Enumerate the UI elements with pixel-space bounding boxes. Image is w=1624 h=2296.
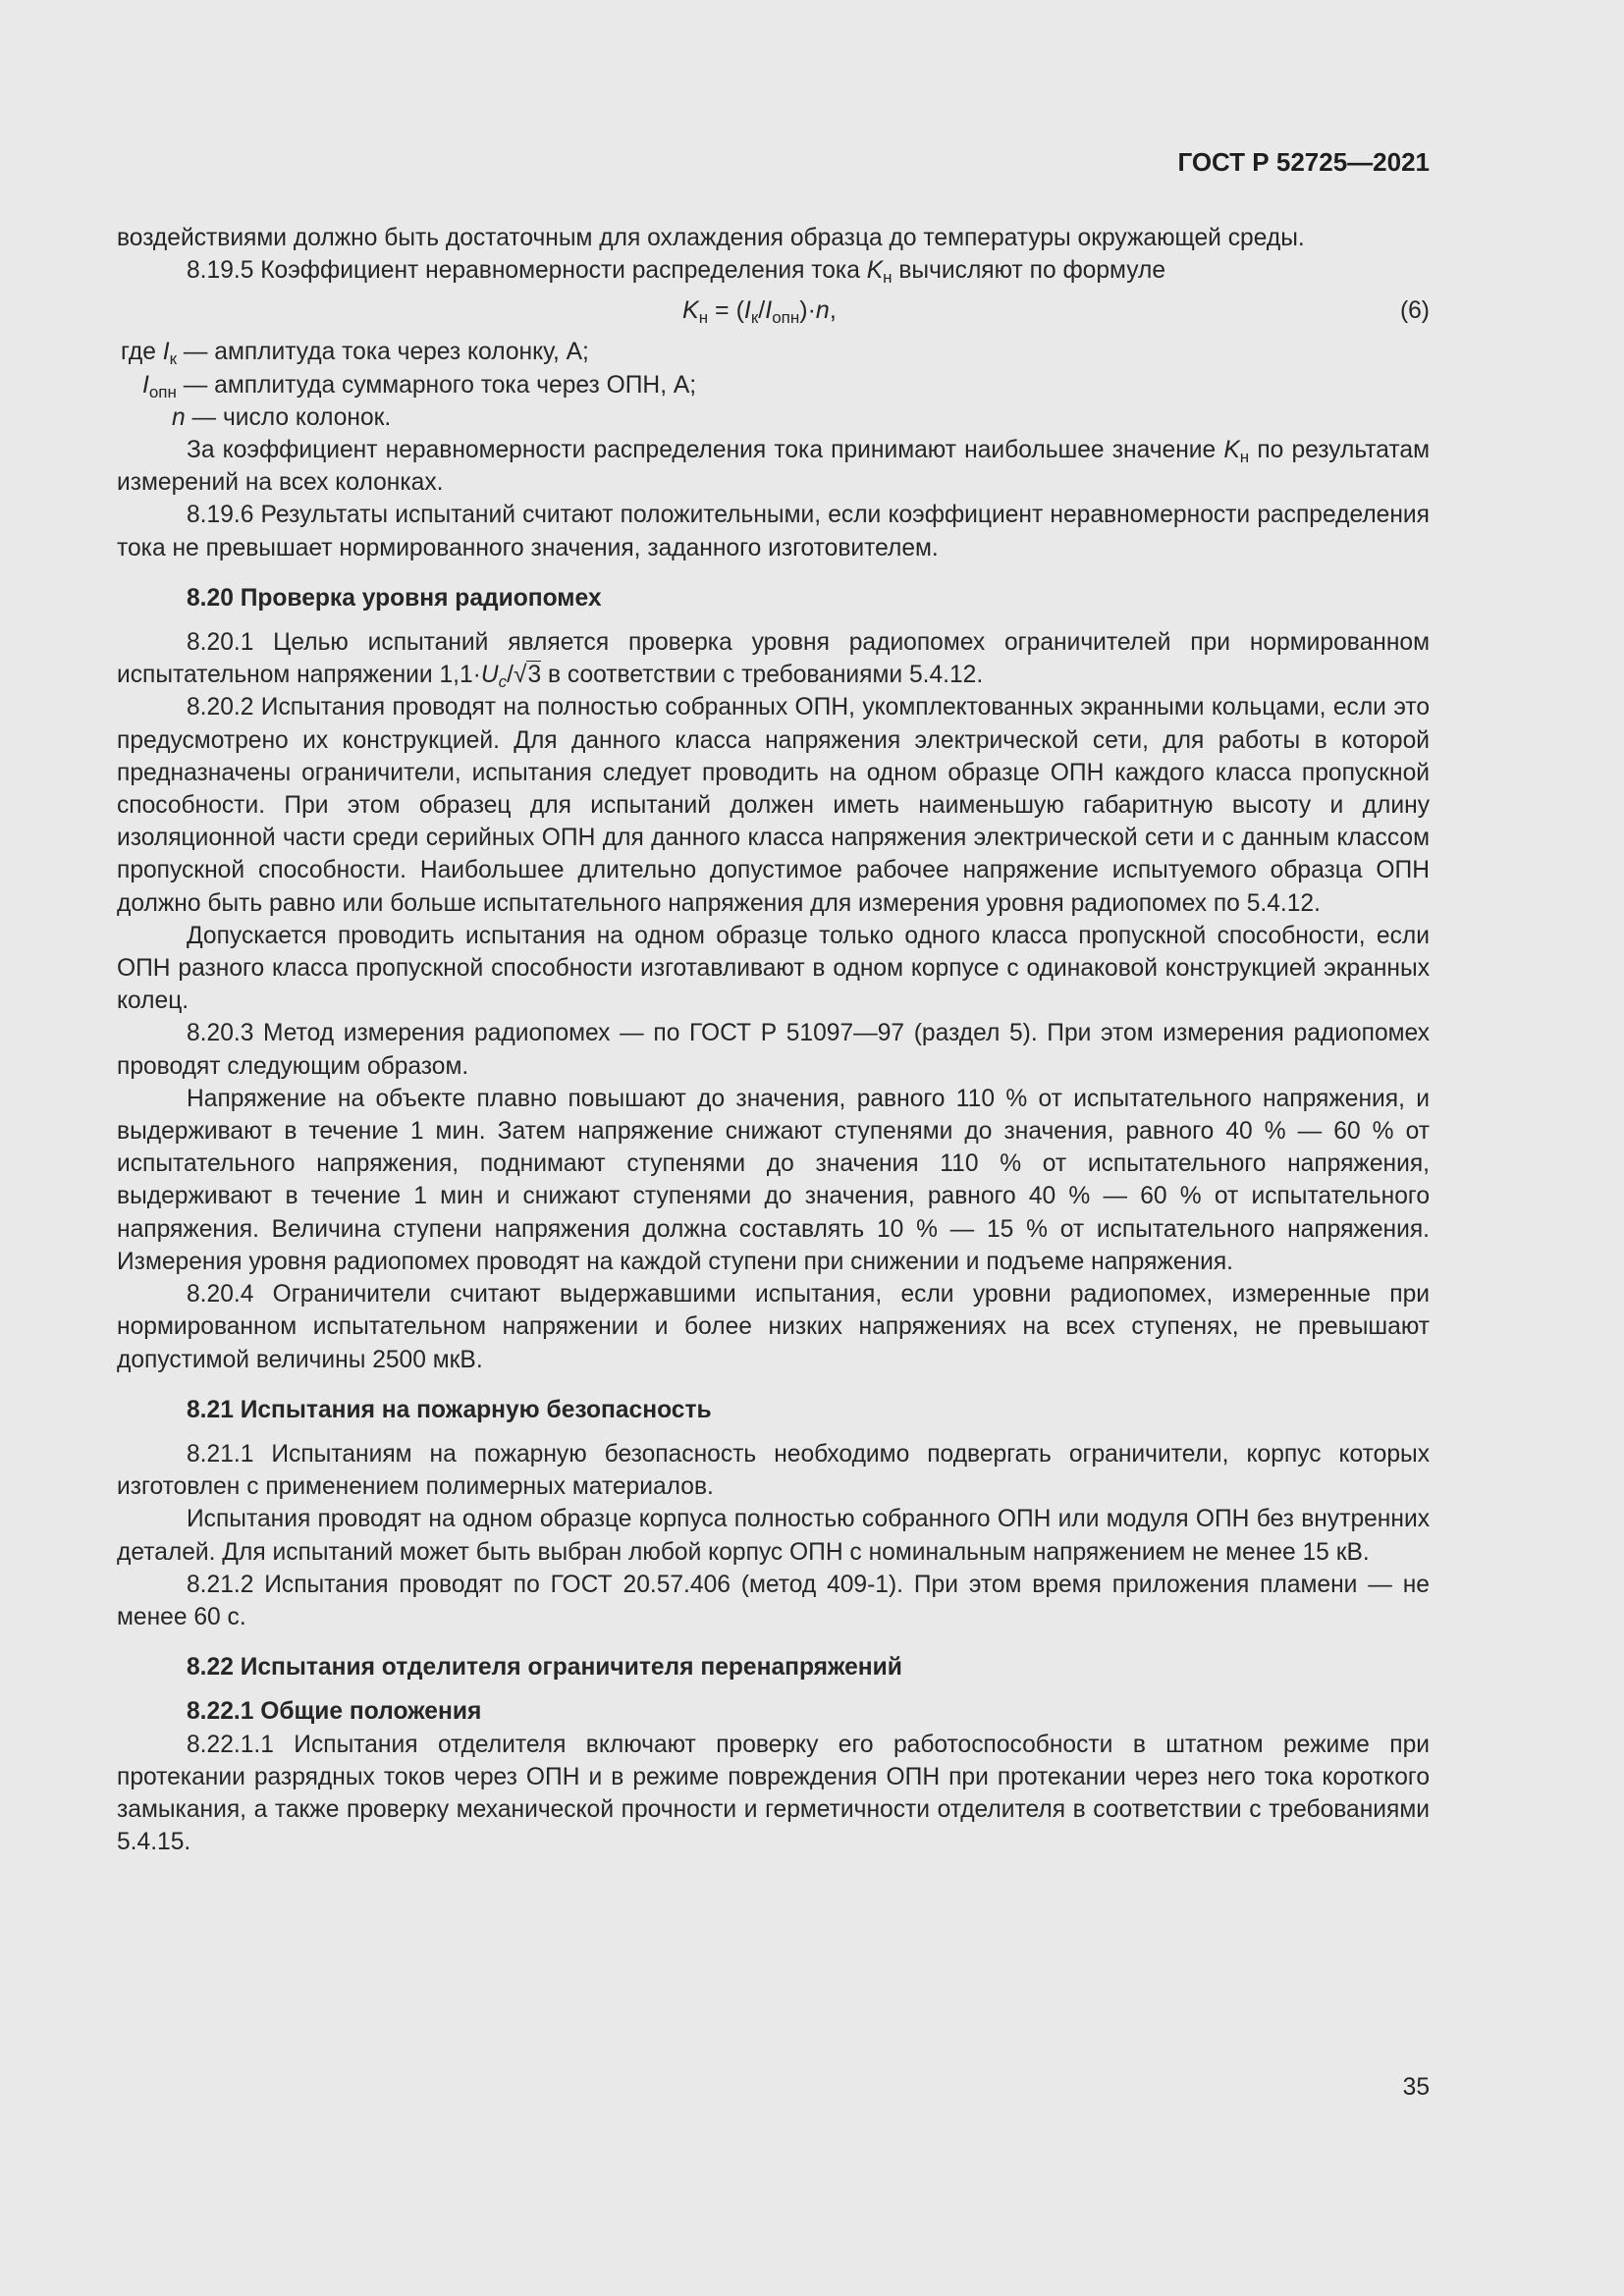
paragraph-8-21-1: 8.21.1 Испытаниям на пожарную безопасность необходимо подвергать ограничители, корпус которых изготовлен с применением полимерных материалов.	[117, 1440, 1430, 1501]
heading-8-21: 8.21 Испытания на пожарную безопасность	[187, 1396, 712, 1423]
heading-8-22-1: 8.22.1 Общие положения	[187, 1698, 482, 1726]
document-body	[117, 222, 1430, 1858]
paragraph-8-19-5: 8.19.5 Коэффициент неравномерности распределения тока $K_н$ вычисляют по формуле	[187, 257, 1166, 288]
formula-expression: $K_н = (I_к/I_{опн})\cdot n$,	[682, 296, 837, 328]
paragraph-8-21-2: 8.21.2 Испытания проводят по ГОСТ 20.57.406 (метод 409-1). При этом время приложения пламени — не менее 60 с.	[117, 1571, 1430, 1630]
paragraph-8-20-2: 8.20.2 Испытания проводят на полностью собранных ОПН, укомплектованных экранными кольцами, если это предусмотрено их конструкцией. Для данного класса напряжения электрической сети, для работы в которой предназначены ограничители, испытания следует проводить на одном образце ОПН каждого класса пропускной способности. При этом образец для испытаний должен иметь наименьшую габаритную высоту и длину изоляционной части среди серийных ОПН для данного класса напряжения электрической сети и с данным классом пропускной способности. Наибольшее длительно допустимое рабочее напряжение испытуемого образца ОПН должно быть равно или больше испытательного напряжения для измерения уровня радиопомех по 5.4.12.	[117, 694, 1430, 917]
formula-legend	[117, 336, 1430, 434]
paragraph-voltage-procedure: Напряжение на объекте плавно повышают до значения, равного 110 % от испытательного напряжения, и выдерживают в течение 1 мин. Затем напряжение снижают ступенями до значения, равного 40 % — 60 % от испытательного напряжения, поднимают ступенями до значения 110 % от испытательного напряжения, выдерживают в течение 1 мин и снижают ступенями до значения, равного 40 % — 60 % от испытательного напряжения. Величина ступени напряжения должна составлять 10 % — 15 % от испытательного напряжения. Измерения уровня радиопомех проводят на каждой ступени при снижении и подъеме напряжения.	[117, 1085, 1430, 1275]
formula-number: (6)	[1399, 297, 1430, 325]
legend-line-n: n — число колонок.	[172, 403, 392, 431]
paragraph-continuation: воздействиями должно быть достаточным для охлаждения образца до температуры окружающей среды.	[117, 225, 1305, 251]
paragraph-8-20-3: 8.20.3 Метод измерения радиопомех — по ГОСТ Р 51097—97 (раздел 5). При этом измерения радиопомех проводят следующим образом.	[117, 1020, 1430, 1080]
paragraph-allowance: Допускается проводить испытания на одном образце только одного класса пропускной способности, если ОПН разного класса пропускной способности изготавливают в одном корпусе с одинаковой конструкцией экранных колец.	[117, 922, 1430, 1015]
paragraph-8-19-6: 8.19.6 Результаты испытаний считают положительными, если коэффициент неравномерности распределения тока не превышает нормированного значения, заданного изготовителем.	[117, 502, 1430, 561]
page-number: 35	[1402, 2074, 1430, 2101]
legend-line-iopn: $I_{опн}$ — амплитуда суммарного тока через ОПН, А;	[142, 371, 697, 401]
paragraph-8-20-1: 8.20.1 Целью испытаний является проверка уровня радиопомех ограничителей при нормированном испытательном напряжении $1,1\cdot U_c/√3$ в соответствии с требованиями 5.4.12.	[117, 629, 1430, 692]
paragraph-8-22-1-1: 8.22.1.1 Испытания отделителя включают проверку его работоспособности в штатном режиме при протекании разрядных токов через ОПН и в режиме повреждения ОПН при протекании через него тока короткого замыкания, а также проверку механической прочности и герметичности отделителя в соответствии с требованиями 5.4.15.	[117, 1731, 1430, 1856]
heading-8-20: 8.20 Проверка уровня радиопомех	[187, 584, 602, 612]
heading-8-22: 8.22 Испытания отделителя ограничителя перенапряжений	[187, 1654, 902, 1682]
paragraph-8-20-4: 8.20.4 Ограничители считают выдержавшими испытания, если уровни радиопомех, измеренные при нормированном испытательном напряжении и более низких напряжениях на всех ступенях, не превышают допустимой величины 2500 мкВ.	[117, 1281, 1430, 1373]
document-number-header: ГОСТ Р 52725—2021	[1177, 147, 1430, 177]
paragraph-coefficient: За коэффициент неравномерности распределения тока принимают наибольшее значение $K_н$ по результатам измерений на всех колонках.	[117, 437, 1430, 497]
legend-line-ik: где $I_к$ — амплитуда тока через колонку, А;	[121, 339, 589, 369]
formula-6	[117, 291, 1430, 332]
paragraph-test-sample: Испытания проводят на одном образце корпуса полностью собранного ОПН или модуля ОПН без внутренних деталей. Для испытаний может быть выбран любой корпус ОПН с номинальным напряжением не менее 15 кВ.	[117, 1506, 1430, 1566]
